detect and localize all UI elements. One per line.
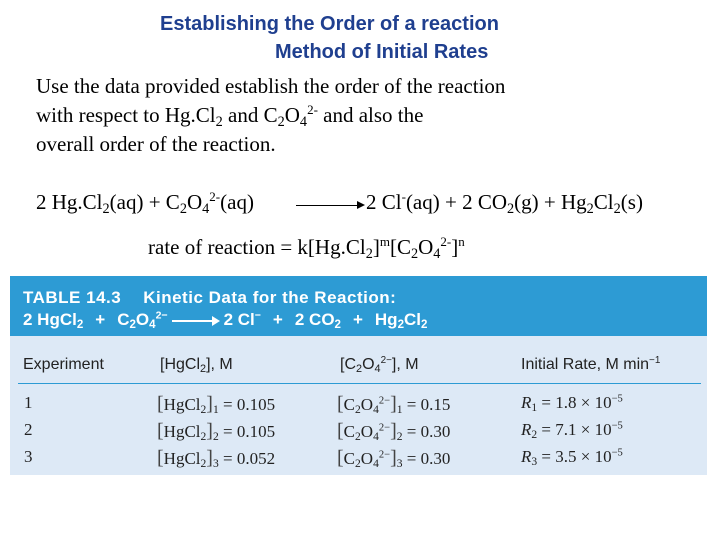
equation-reactants: 2 $Hg.Cl_2(aq) + C_2O_4^{2-}(aq)$ [36, 189, 254, 217]
table-title: TABLE 14.3 Kinetic Data for the Reaction: [23, 288, 397, 307]
heading-line-2: Method of Initial Rates [275, 41, 489, 63]
table-row-2-hgcl2: $[HgCl_2]_2 = 0.105$ [157, 420, 276, 444]
table-row-1-c2o4: $[C_2O_4^{2-}]_1 = 0.15$ [337, 393, 451, 417]
header-divider [18, 383, 701, 384]
equation-products: 2 Cl-(aq) + 2 $CO_2(g) + Hg_2Cl_2(s)$ [366, 189, 643, 217]
reaction-arrow-head [357, 201, 365, 209]
reaction-arrow [296, 205, 358, 206]
table-row-2-rate: $R_2 = 7.1 \times 10^{-5}$ [521, 420, 623, 442]
table-equation: 2 HgCl$_2$ + $C_2O_4^{2-}$ 2 Cl− + 2 $CO_2 + Hg_2Cl_2$ [23, 309, 428, 332]
instructions [36, 72, 505, 159]
table-arrow-icon [172, 320, 218, 322]
table-header [10, 276, 707, 336]
column-header-c2o4: $[C_2O_4^{2-}]$, M [340, 355, 419, 376]
instructions-line-2: with respect to $Hg.Cl_2$ and $C_2O_4^{2-}$ and also the [36, 102, 424, 130]
instructions-line-3: overall order of the reaction. [36, 132, 276, 156]
table-row-1-experiment: 1 [24, 393, 33, 412]
column-header-initial-rate: Initial Rate, M $\min^{-1}$ [521, 355, 661, 373]
rate-law: rate of reaction = $k[Hg.Cl_2]^m[C_2O_4^{2-}]^n$ [148, 234, 465, 262]
column-header-hgcl2: [HgCl$_2$], M [160, 356, 233, 376]
table-body [10, 336, 707, 475]
table-row-3-hgcl2: $[HgCl_2]_3 = 0.052$ [157, 447, 276, 471]
instructions-line-1: Use the data provided establish the order of the reaction [36, 74, 506, 98]
table-row-2-c2o4: $[C_2O_4^{2-}]_2 = 0.30$ [337, 420, 451, 444]
table-row-3-c2o4: $[C_2O_4^{2-}]_3 = 0.30$ [337, 447, 451, 471]
column-header-experiment: Experiment [23, 356, 104, 373]
table-row-3-rate: $R_3 = 3.5 \times 10^{-5}$ [521, 447, 623, 469]
table-row-1-hgcl2: $[HgCl_2]_1 = 0.105$ [157, 393, 276, 417]
heading-line-1: Establishing the Order of a reaction [160, 13, 499, 35]
kinetic-data-table [10, 276, 707, 475]
table-row-3-experiment: 3 [24, 447, 33, 466]
table-row-2-experiment: 2 [24, 420, 33, 439]
table-row-1-rate: $R_1 = 1.8 \times 10^{-5}$ [521, 393, 623, 415]
